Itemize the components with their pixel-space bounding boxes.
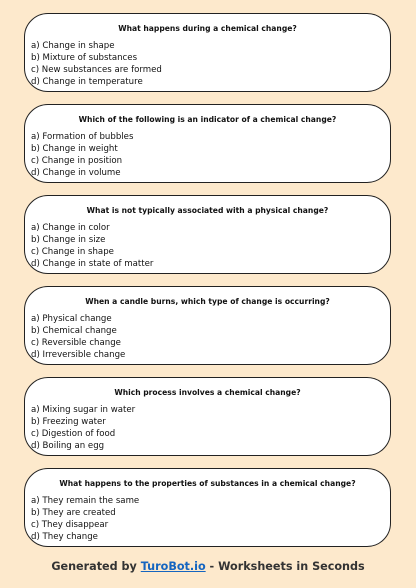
options-list	[31, 40, 162, 88]
options-list	[31, 404, 135, 452]
option-b: b) Chemical change	[31, 326, 117, 336]
option-d: d) Irreversible change	[31, 350, 126, 360]
option-b: b) Change in size	[31, 235, 106, 245]
option-c: c) Reversible change	[31, 338, 121, 348]
option-a: a) Formation of bubbles	[31, 132, 134, 142]
question-text: What happens to the properties of substances in a chemical change?	[59, 479, 356, 488]
footer	[0, 560, 416, 573]
option-b: b) Change in weight	[31, 144, 118, 154]
option-d: d) Change in volume	[31, 168, 121, 178]
option-a: a) They remain the same	[31, 496, 140, 506]
option-d: d) Change in temperature	[31, 77, 143, 87]
question-text: What happens during a chemical change?	[118, 24, 297, 33]
option-b: b) Freezing water	[31, 417, 106, 427]
question-card	[24, 104, 391, 183]
question-card	[24, 286, 391, 365]
options-list	[31, 222, 153, 270]
question-card	[24, 377, 391, 456]
option-a: a) Change in color	[31, 223, 110, 233]
option-d: d) Change in state of matter	[31, 259, 154, 269]
question-text: Which process involves a chemical change?	[114, 388, 301, 397]
option-c: c) New substances are formed	[31, 65, 162, 75]
option-c: c) Digestion of food	[31, 429, 116, 439]
options-list	[31, 313, 125, 361]
option-a: a) Change in shape	[31, 41, 115, 51]
question-card	[24, 468, 391, 547]
option-a: a) Physical change	[31, 314, 112, 324]
options-list	[31, 131, 133, 179]
question-card	[24, 195, 391, 274]
option-c: c) Change in position	[31, 156, 123, 166]
option-d: d) Boiling an egg	[31, 441, 105, 451]
option-a: a) Mixing sugar in water	[31, 405, 136, 415]
question-text: Which of the following is an indicator of a chemical change?	[78, 115, 337, 124]
option-c: c) They disappear	[31, 520, 109, 530]
footer-prefix: Generated by	[51, 560, 141, 573]
question-text: What is not typically associated with a physical change?	[86, 206, 329, 215]
turobot-link[interactable]: TuroBot.io	[140, 560, 206, 573]
option-b: b) They are created	[31, 508, 116, 518]
footer-suffix: - Worksheets in Seconds	[205, 560, 365, 573]
question-text: When a candle burns, which type of change is occurring?	[85, 297, 330, 306]
option-d: d) They change	[31, 532, 98, 542]
options-list	[31, 495, 139, 543]
question-card	[24, 13, 391, 92]
option-c: c) Change in shape	[31, 247, 114, 257]
option-b: b) Mixture of substances	[31, 53, 138, 63]
